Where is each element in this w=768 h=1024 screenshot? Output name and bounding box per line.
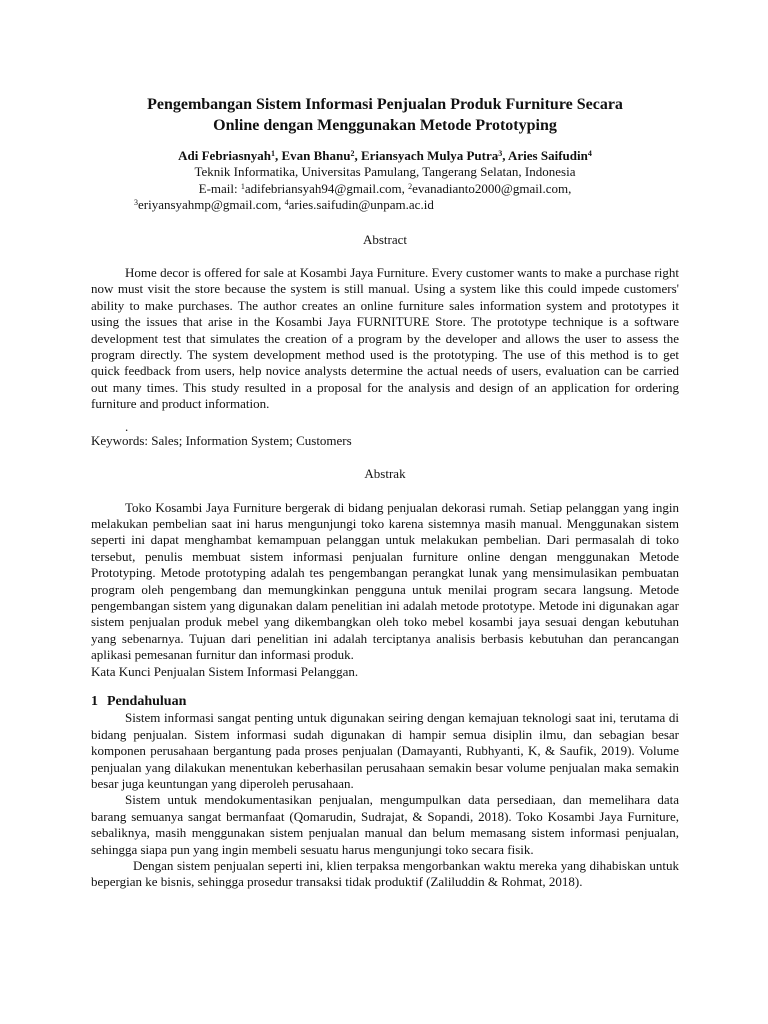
email-address[interactable]: adifebriansyah94@gmail.com, (244, 180, 409, 196)
intro-paragraph-1: Sistem informasi sangat penting untuk digunakan seiring dengan kemajuan teknologi saat ini, terutama di bidang penjualan. Sistem informasi sudah digunakan di hampir semua disiplin ilmu, dan sebagian besar komponen perusahaan bergantung pada proses penjualan (Damayanti, Rubhyanti, K, & Saufik, 2019). Volume penjualan yang dilakukan menentukan keberhasilan perusahaan semakin besar volume penjualan maka semakin besar juga keuntungan yang diperoleh perusahaan. (91, 710, 679, 791)
email-address[interactable]: eriyansyahmp@gmail.com, (138, 197, 285, 213)
abstrak-heading: Abstrak (364, 466, 406, 482)
email-prefix: E-mail: (198, 180, 241, 196)
email-sup: 4 (284, 198, 289, 208)
author-sup: 1 (270, 149, 275, 158)
author-name: Adi Febriasnyah (178, 148, 271, 163)
section-heading-pendahuluan (91, 694, 679, 710)
author-sup: 2 (350, 149, 355, 158)
keywords: Keywords: Sales; Information System; Customers (91, 432, 352, 448)
email-address[interactable]: aries.saifudin@unpam.ac.id (288, 197, 434, 213)
abstract-text: Home decor is offered for sale at Kosambi Jaya Furniture. Every customer wants to make a purchase right now must visit the store because the system is still manual. Using a system like this could impede customers' ability to make purchases. The author creates an online furniture sales information system and prototypes it using the issues that arise in the Kosambi Jaya FURNITURE Store. The prototype technique is a software development test that simulates the creation of a program by the developer and allows the user to assess the program directly. The system development method used is the prototyping. The use of this method is to get quick feedback from users, help novice analysts determine the actual needs of users, evaluation can be carried out many times. This study resulted in a proposal for the analysis and design of an application for ordering furniture and product information. (91, 265, 679, 412)
author-separator: , (502, 148, 509, 163)
paper-title (91, 94, 679, 136)
author-sup: 3 (498, 149, 503, 158)
abstrak-text: Toko Kosambi Jaya Furniture bergerak di bidang penjualan dekorasi rumah. Setiap pelanggan yang ingin melakukan pembelian saat ini harus mengunjungi toko karena sistemnya masih manual. Menggunakan sistem seperti ini dapat menghambat kemampuan pelanggan untuk melakukan pembelian. Dari permasalah di toko tersebut, penulis membuat sistem informasi penjualan furniture online dengan menggunakan Metode Prototyping. Metode prototyping adalah tes pengembangan perangkat lunak yang mensimulasikan pembuatan program oleh pengembang dan memungkinkan pengguna untuk menilai program secara langsung. Metode pengembangan sistem yang digunakan dalam penelitian ini adalah metode prototype. Metode ini digunakan agar sistem penjualan produk mebel yang dikembangkan oleh toko mebel kosambi jaya sesuai dengan kebutuhan yang sebenarnya. Tujuan dari penelitian ini adalah terciptanya analisis berbasis kebutuhan dan perancangan aplikasi pemesanan furnitur dan informasi produk. (91, 499, 679, 663)
author-sup: 4 (587, 149, 592, 158)
intro-paragraph-3: Dengan sistem penjualan seperti ini, klien terpaksa mengorbankan waktu mereka yang dihabiskan untuk bepergian ke bisnis, sehingga prosedur transaksi tidak produktif (Zaliluddin & Rohmat, 2018). (91, 858, 679, 890)
author-separator: , (274, 148, 282, 163)
email-sup: 1 (240, 181, 245, 191)
email-line-2 (91, 197, 679, 213)
abstract-heading: Abstract (362, 231, 408, 247)
section-title: Pendahuluan (107, 693, 187, 709)
title-line-2: Online dengan Menggunakan Metode Prototyping (213, 117, 557, 134)
stray-dot: . (125, 418, 129, 434)
author-name: Aries Saifudin (508, 148, 588, 163)
intro-paragraph-2: Sistem untuk mendokumentasikan penjualan, mengumpulkan data persediaan, dan memelihara data barang semuanya sangat bermanfaat (Qomarudin, Sudrajat, & Sopandi, 2018). Toko Kosambi Jaya Furniture, sebaliknya, masih menggunakan sistem penjualan manual dan belum memasang sistem informasi penjualan, sehingga siapa pun yang ingin membeli sesuatu harus mengunjungi toko secara fisik. (91, 792, 679, 857)
affiliation: Teknik Informatika, Universitas Pamulang, Tangerang Selatan, Indonesia (194, 164, 576, 180)
section-number: 1 (91, 693, 98, 709)
author-list (91, 148, 679, 164)
email-sup: 2 (408, 181, 413, 191)
email-line-1 (91, 181, 679, 197)
email-address[interactable]: evanadianto2000@gmail.com, (412, 180, 572, 196)
paper-body (91, 94, 679, 891)
author-name: Evan Bhanu (281, 148, 351, 163)
author-name: Eriansyach Mulya Putra (360, 148, 499, 163)
author-separator: , (354, 148, 361, 163)
title-line-1: Pengembangan Sistem Informasi Penjualan Produk Furniture Secara (147, 96, 623, 113)
kata-kunci: Kata Kunci Penjualan Sistem Informasi Pelanggan. (91, 663, 359, 679)
email-sup: 3 (134, 198, 138, 208)
